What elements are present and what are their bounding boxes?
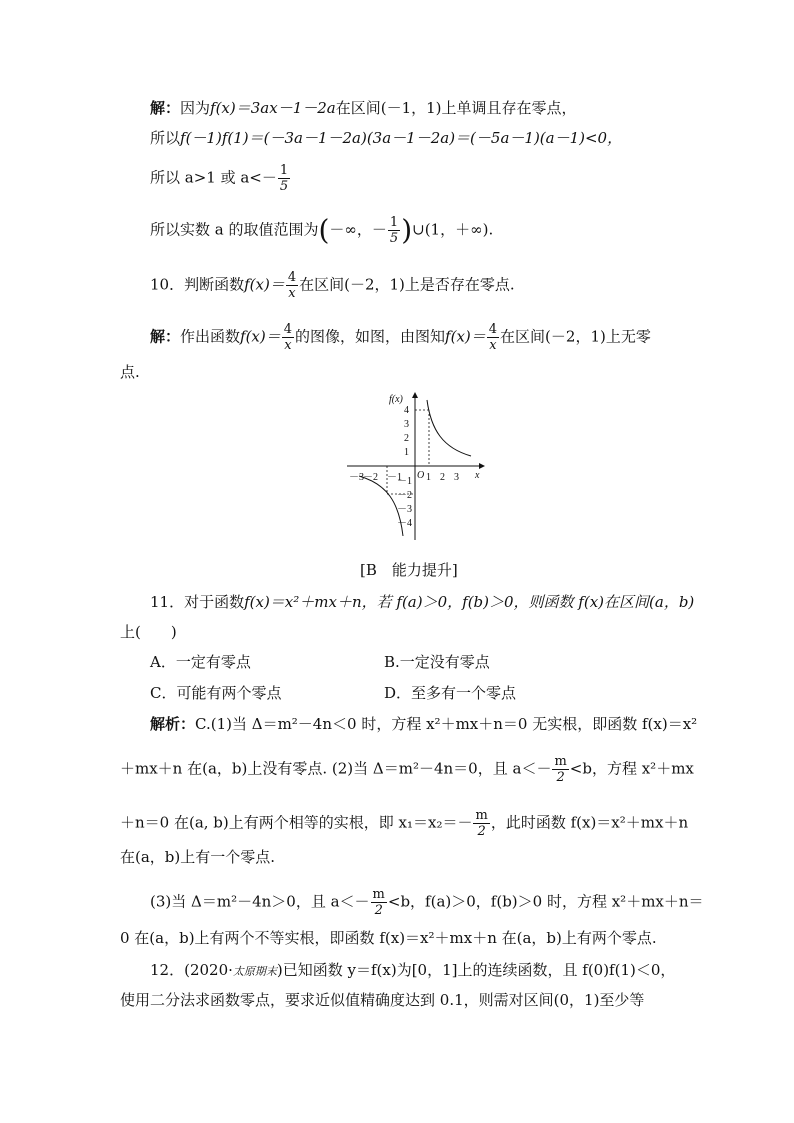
source: 太原期末: [232, 965, 277, 978]
y-tick: 3: [404, 419, 409, 430]
y-tick: －4: [397, 518, 412, 529]
x-axis-label: x: [475, 470, 480, 481]
text: 点.: [120, 363, 140, 381]
text: C.(1)当 Δ＝m²－4n＜0 时，方程 x²＋mx＋n＝0 无实根，即函数 f(x)＝x²: [195, 715, 698, 733]
fraction: [278, 163, 290, 194]
fraction: [473, 808, 489, 839]
text: ＋mx＋n 在(a，b)上没有零点. (2)当 Δ＝m²－4n＝0，且 a＜－: [120, 759, 552, 778]
x-tick: 1: [426, 472, 431, 483]
y-axis-arrow: [412, 392, 418, 398]
text: 所以 a>1 或 a<－: [150, 168, 277, 187]
x-tick: －1: [387, 472, 402, 483]
section-title: [B 能力提升]: [360, 561, 458, 579]
origin-label: O: [417, 470, 425, 481]
sol11-line5: [150, 887, 704, 918]
text: 作出函数: [180, 327, 241, 346]
sol10-line2: [120, 362, 140, 382]
text: <b，f(a)＞0，f(b)＞0 时，方程 x²＋mx＋n＝: [387, 892, 704, 911]
fraction: [388, 215, 400, 246]
analysis-label: 解析：: [150, 715, 196, 733]
x-tick: 3: [454, 472, 459, 483]
y-tick: －1: [397, 476, 412, 487]
denominator: 2: [374, 903, 383, 918]
question-12-line2: 使用二分法求函数零点，要求近似值精确度达到 0.1，则需对区间(0，1)至少等: [120, 991, 645, 1009]
y-axis-label: f(x): [389, 394, 403, 405]
text: 10．判断函数: [150, 275, 245, 294]
sol9-line3: [150, 163, 291, 194]
numerator: 4: [287, 270, 297, 285]
y-tick: －2: [397, 490, 412, 501]
text: ∪(1，＋∞).: [412, 220, 494, 239]
y-tick: 1: [404, 447, 409, 458]
numerator: 1: [389, 215, 399, 230]
math: f(x)＝x²＋mx＋n，若 f(a)＞0，f(b)＞0，则函数 f(x)在区间(a，b): [244, 593, 695, 611]
text: ＋n＝0 在(a, b)上有两个相等的实根，即 x₁＝x₂＝－: [120, 813, 473, 832]
option-b: B.一定没有零点: [384, 653, 490, 671]
option-a: A．一定有零点: [150, 653, 251, 671]
text: －∞，－: [329, 220, 387, 239]
sol11-line3: [120, 808, 688, 839]
fraction: [371, 887, 387, 918]
text: 在区间(－2，1)上是否存在零点.: [299, 275, 515, 294]
sol9-line2: [150, 128, 622, 148]
text: 所以: [150, 129, 181, 147]
sol11-line6: 0 在(a，b)上有两个不等实根，即函数 f(x)＝x²＋mx＋n 在(a，b)上有两个零点.: [120, 929, 657, 947]
text: (3)当 Δ＝m²－4n＞0，且 a＜－: [150, 892, 370, 911]
question-11-line1: [150, 592, 694, 612]
sol11-line2: [120, 754, 694, 785]
math: f(x)＝3ax－1－2a: [210, 99, 336, 117]
text: 的图像，如图，由图知: [295, 327, 446, 346]
text: <b，方程 x²＋mx: [569, 759, 694, 778]
sol11-line4: 在(a，b)上有一个零点.: [120, 848, 276, 866]
text: 11．对于函数: [150, 593, 245, 611]
y-tick: －3: [397, 504, 412, 515]
denominator: x: [288, 286, 296, 301]
math: f(x)＝: [244, 275, 285, 294]
numerator: 4: [488, 322, 498, 337]
text: ，此时函数 f(x)＝x²＋mx＋n: [490, 813, 689, 832]
numerator: 1: [279, 163, 289, 178]
sol10-line1: [150, 322, 651, 353]
y-tick: 2: [404, 433, 409, 444]
curve-positive-branch: [427, 400, 471, 456]
y-tick: 4: [404, 405, 409, 416]
numerator: m: [554, 754, 567, 769]
denominator: 5: [279, 179, 289, 194]
math: f(x)＝: [240, 327, 281, 346]
option-d: D．至多有一个零点: [384, 684, 517, 702]
question-10: [150, 270, 515, 301]
math: f(x)＝: [445, 327, 486, 346]
question-12-line1: [150, 960, 675, 982]
fraction: [552, 754, 568, 785]
sol9-line4: 所以实数 a 的取值范围为(－∞，－ $\frac{1}{5}$ )∪(1，＋∞).: [150, 213, 494, 247]
sol11-line1: [150, 714, 697, 734]
x-tick: －3: [349, 472, 364, 483]
denominator: x: [284, 338, 292, 353]
fraction: [282, 322, 294, 353]
text: 因为: [180, 99, 211, 117]
x-tick: 2: [440, 472, 445, 483]
question-11-line2: 上( ): [120, 623, 177, 641]
sol9-line1: [150, 98, 577, 118]
numerator: 4: [283, 322, 293, 337]
fraction: [286, 270, 298, 301]
option-c: C．可能有两个零点: [150, 684, 282, 702]
reciprocal-function-graph: [343, 390, 485, 542]
fraction: [487, 322, 499, 353]
denominator: 2: [477, 824, 486, 839]
denominator: x: [489, 338, 497, 353]
text: 所以实数 a 的取值范围为: [150, 220, 319, 239]
numerator: m: [475, 808, 488, 823]
denominator: 5: [389, 231, 399, 246]
text: 在区间(－1，1)上单调且存在零点，: [335, 99, 577, 117]
x-tick: －2: [363, 472, 378, 483]
solution-label: 解：: [150, 99, 181, 117]
denominator: 2: [556, 770, 565, 785]
text: 在区间(－2，1)上无零: [500, 327, 651, 346]
math: f(－1)f(1)＝(－3a－1－2a)(3a－1－2a)＝(－5a－1)(a－1)<0，: [180, 129, 623, 147]
text: 12．(2020·: [150, 961, 233, 979]
x-axis-arrow: [479, 463, 485, 469]
text: )已知函数 y＝f(x)为[0，1]上的连续函数，且 f(0)f(1)＜0，: [276, 961, 676, 979]
numerator: m: [372, 887, 385, 902]
solution-label: 解：: [150, 327, 181, 346]
